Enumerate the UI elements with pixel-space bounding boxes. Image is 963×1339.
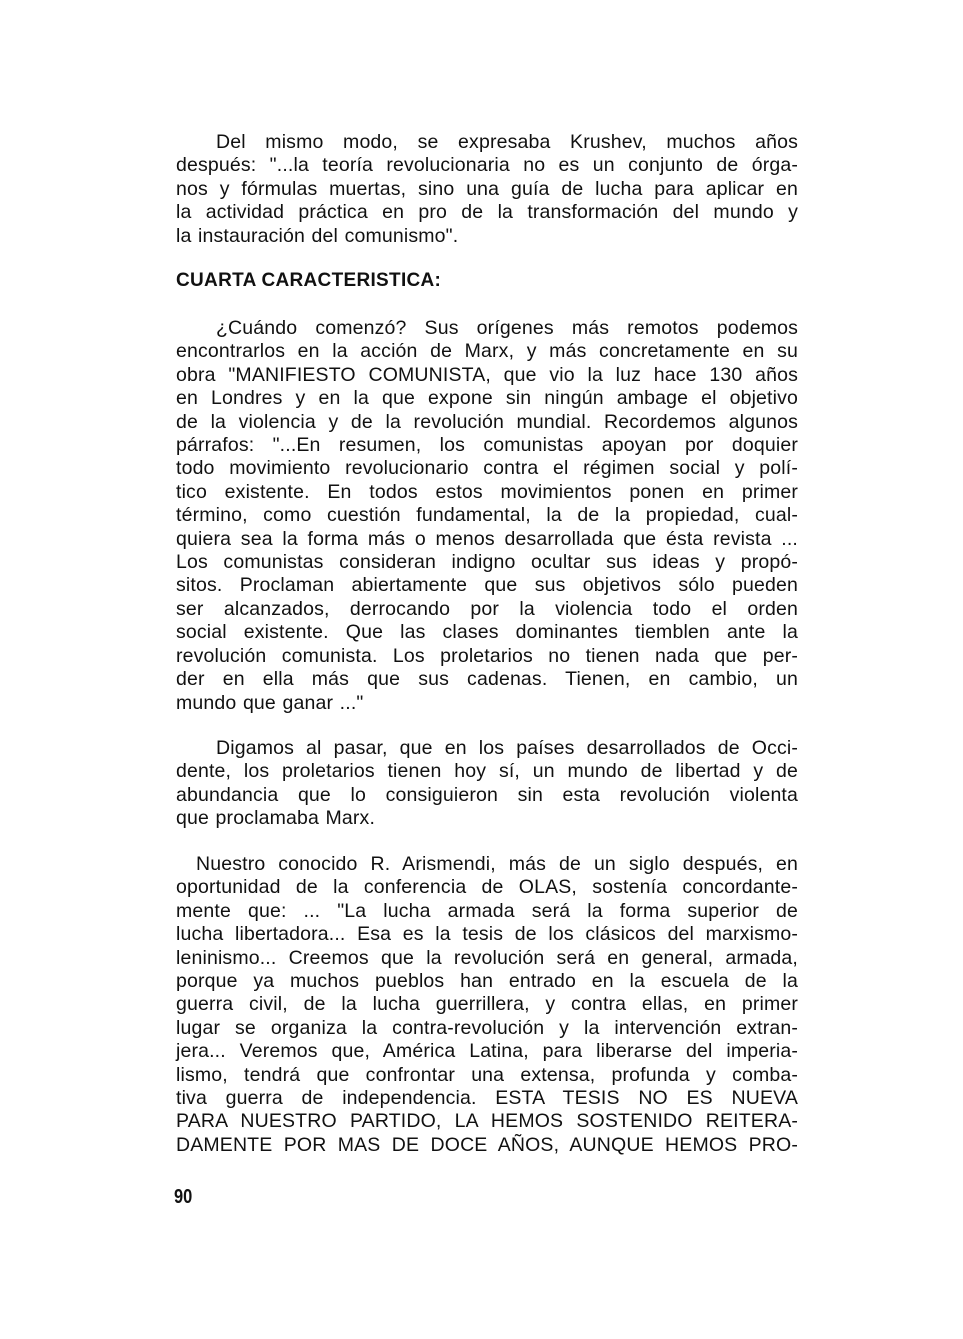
text-line: Digamos al pasar, que en los países desarrollados de Occi- (216, 737, 798, 759)
paragraph-lines (176, 131, 798, 248)
section-heading: CUARTA CARACTERISTICA: (176, 270, 442, 291)
text-line: que proclamaba Marx. (176, 807, 376, 830)
text-line: lismo, tendrá que confrontar una extensa, profunda y comba- (176, 1063, 798, 1086)
text-line: tico existente. En todos estos movimientos ponen en primer (176, 480, 798, 503)
text-line: abundancia que lo consiguieron sin esta revolución violenta (176, 783, 798, 806)
text-line: quiera sea la forma más o menos desarrollada que ésta revista ... (176, 527, 798, 550)
text-line: Del mismo modo, se expresaba Krushev, muchos años (216, 131, 798, 153)
text-line: encontrarlos en la acción de Marx, y más concretamente en su (176, 340, 798, 363)
text-line: párrafos: "...En resumen, los comunistas apoyan por doquier (176, 434, 798, 457)
text-line: social existente. Que las clases dominantes tiemblen ante la (176, 621, 798, 644)
paragraph-krushev (176, 131, 798, 248)
text-line: después: "...la teoría revolucionaria no es un conjunto de órga- (176, 154, 798, 177)
text-line: tiva guerra de independencia. ESTA TESIS NO ES NUEVA (176, 1087, 798, 1110)
text-line: porque ya muchos pueblos han entrado en la escuela de la (176, 970, 798, 993)
text-line: nos y fórmulas muertas, sino una guía de lucha para aplicar en (176, 177, 798, 200)
text-line: Los comunistas consideran indigno ocultar sus ideas y propó- (176, 551, 798, 574)
text-line: lugar se organiza la contra-revolución y la intervención extran- (176, 1016, 798, 1039)
text-line: sitos. Proclaman abiertamente que sus objetivos sólo pueden (176, 574, 798, 597)
text-line: DAMENTE POR MAS DE DOCE AÑOS, AUNQUE HEMOS PRO- (176, 1133, 798, 1156)
text-line: lucha libertadora... Esa es la tesis de los clásicos del marxismo- (176, 923, 798, 946)
text-line: leninismo... Creemos que la revolución será en general, armada, (176, 946, 798, 969)
text-line: oportunidad de la conferencia de OLAS, sostenía concordante- (176, 876, 798, 899)
text-line: PARA NUESTRO PARTIDO, LA HEMOS SOSTENIDO REITERA- (176, 1110, 798, 1133)
text-line: dente, los proletarios tienen hoy sí, un mundo de libertad y de (176, 760, 798, 783)
text-line: ser alcanzados, derrocando por la violencia todo el orden (176, 597, 798, 620)
text-line: de la violencia y de la revolución mundial. Recordemos algunos (176, 410, 798, 433)
text-line: ¿Cuándo comenzó? Sus orígenes más remotos podemos (216, 317, 798, 339)
paragraph-lines (176, 737, 798, 831)
text-line: mundo que ganar ..." (176, 691, 364, 714)
text-line: la actividad práctica en pro de la transformación del mundo y (176, 201, 798, 224)
paragraph-occidente (176, 737, 798, 831)
paragraph-lines (176, 317, 798, 715)
text-line: guerra civil, de la lucha guerrillera, y contra ellas, en primer (176, 993, 798, 1016)
text-line: mente que: ... "La lucha armada será la forma superior de (176, 899, 798, 922)
text-line: término, como cuestión fundamental, la de la propiedad, cual- (176, 504, 798, 527)
text-line: Nuestro conocido R. Arismendi, más de un siglo después, en (196, 853, 798, 875)
text-line: la instauración del comunismo". (176, 224, 459, 247)
page-number: 90 (174, 1186, 193, 1208)
text-line: todo movimiento revolucionario contra el régimen social y polí- (176, 457, 798, 480)
text-line: en Londres y en la que expone sin ningún ambage el objetivo (176, 387, 798, 410)
paragraph-lines (176, 853, 798, 1157)
paragraph-arismendi (176, 853, 798, 1157)
text-line: obra "MANIFIESTO COMUNISTA, que vio la luz hace 130 años (176, 363, 798, 386)
text-line: jera... Veremos que, América Latina, para liberarse del imperia- (176, 1040, 798, 1063)
text-line: der en ella más que sus cadenas. Tienen, en cambio, un (176, 668, 798, 691)
paragraph-manifiesto (176, 317, 798, 715)
text-line: revolución comunista. Los proletarios no tienen nada que per- (176, 644, 798, 667)
